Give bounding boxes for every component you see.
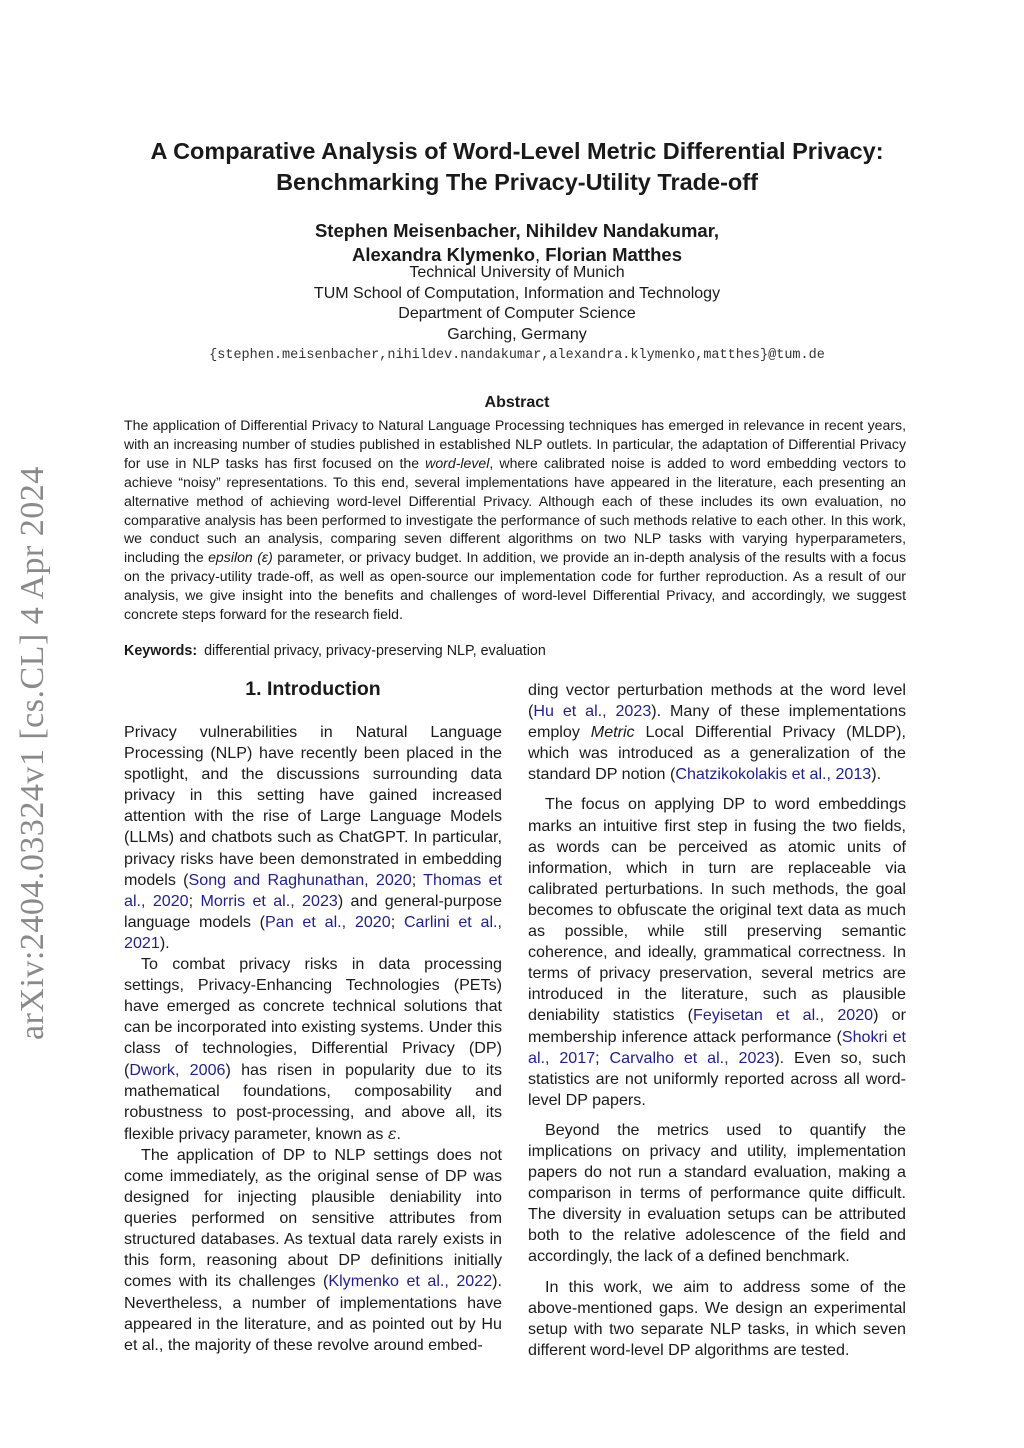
text: ) has risen in popularity due to its mathematical foundations, composability and robustness to post-processing, and above all, its flexible privacy parameter, known as: [124, 1060, 502, 1143]
keywords-label: Keywords:: [124, 643, 198, 659]
section-heading-introduction: 1. Introduction: [245, 678, 381, 700]
intro-paragraph-1: Privacy vulnerabilities in Natural Language Processing (NLP) have recently been placed in the spotlight, and the discussions surrounding data privacy in this setting have gained increased attention with the rise of Large Language Models (LLMs) and chatbots such as ChatGPT. In particular, privacy risks have been demonstrated in embedding models (Song and Raghunathan, 2020; Thomas et al., 2020; Morris et al., 2023) and general-purpose language models (Pan et al., 2020; Carlini et al., 2021).: [124, 723, 503, 952]
cite-text: Feyisetan et al.: [693, 1006, 820, 1025]
citation-thomas[interactable]: Thomas et al., 2020: [124, 870, 503, 910]
column-left: [124, 676, 502, 1356]
cite-text: Carlini et al.: [403, 912, 498, 931]
citation-dwork[interactable]: Dwork, 2006: [129, 1060, 226, 1079]
cite-text: Hu et al.: [533, 702, 603, 721]
citation-morris[interactable]: Morris et al., 2023: [200, 891, 338, 910]
citation-carlini[interactable]: Carlini et al., 2021: [124, 912, 502, 952]
emph-metric: Metric: [590, 723, 635, 742]
cite-text: Thomas et al.: [124, 870, 503, 910]
paper-title: [112, 136, 922, 198]
intro-paragraph-5: The focus on applying DP to word embeddings marks an intuitive first step in fusing the two fields, as words can be perceived as atomic units of information, which in turn are replaceable via calibrated perturbations. In such methods, the goal becomes to obfuscate the original text data as much as possible, while still preserving semantic coherence, and ideally, grammatical correctness. In terms of privacy preservation, several metrics are introduced in the literature, such as plausible deniability statistics (Feyisetan et al., 2020) or membership inference attack performance (Shokri et al., 2017; Carvalho et al., 2023). Even so, such statistics are not uniformly reported across all word-level DP papers.: [528, 795, 906, 1109]
intro-paragraph-7: In this work, we aim to address some of the above-mentioned gaps. We design an experimental setup with two separate NLP tasks, in which seven different word-level DP algorithms are tested.: [528, 1277, 906, 1359]
keywords: [124, 643, 906, 659]
title-line-2: Benchmarking The Privacy-Utility Trade-off: [276, 169, 758, 195]
text: The focus on applying DP to word embeddings marks an intuitive first step in fusing the two fields, as words can be perceived as atomic units of information, which in turn are replaceable via calibrated perturbations. In such methods, the goal becomes to obfuscate the original text data as much as possible, while still preserving semantic coherence, and ideally, grammatical correctness. In terms of privacy preservation, several metrics are introduced in the literature, such as plausible deniability statistics (: [528, 795, 906, 1025]
title-line-1: A Comparative Analysis of Word-Level Metric Differential Privacy:: [150, 138, 884, 164]
affiliation: [112, 263, 922, 345]
abstract-text-2: , where calibrated noise is added to word embedding vectors to achieve “noisy” representations. To this end, several implementations have appeared in the literature, each presenting an alternative method of achieving word-level Differential Privacy. Although each of these includes its own evaluation, no comparative analysis has been performed to investigate the performance of such methods relative to each other. In this work, we conduct such an analysis, comparing seven different algorithms on two NLP tasks with varying hyperparameters, including the: [124, 454, 906, 566]
text: ). Even so, such statistics are not uniformly reported across all word-level DP papers.: [528, 1048, 906, 1109]
arxiv-sidebar: arXiv:2404.03324v1 [cs.CL] 4 Apr 2024: [14, 466, 51, 1040]
abstract-text-3: parameter, or privacy budget. In addition, we provide an in-depth analysis of the results with a focus on the privacy-utility trade-off, as well as open-source our implementation code for further reproduction. As a result of our analysis, we give insight into the benefits and challenges of word-level Differential Privacy, and accordingly, we suggest concrete steps forward for the research field.: [124, 549, 906, 623]
authors-line-1: Stephen Meisenbacher, Nihildev Nandakumar,: [314, 220, 720, 241]
text: Privacy vulnerabilities in Natural Language Processing (NLP) have recently been placed in the spotlight, and the discussions surrounding data privacy in this setting have gained increased attention with the rise of Large Language Models (LLMs) and chatbots such as ChatGPT. In particular, privacy risks have been demonstrated in embedding models (: [124, 723, 502, 889]
cite-text: Chatzikokolakis et al.: [675, 765, 827, 784]
cite-year: 2022: [456, 1272, 493, 1291]
citation-klymenko[interactable]: Klymenko et al., 2022: [328, 1272, 493, 1291]
author-separator: ,: [535, 244, 541, 265]
author-matthes: Florian Matthes: [545, 244, 682, 265]
cite-year: 2020: [375, 870, 412, 889]
text: ) and general-purpose language models (: [124, 891, 502, 931]
text: Local Differential Privacy (MLDP), which was introduced as a generalization of the standard DP notion (: [528, 723, 906, 784]
cite-text: Carvalho et al.: [609, 1048, 725, 1067]
keywords-value: differential privacy, privacy-preserving NLP, evaluation: [204, 643, 546, 659]
intro-paragraph-3: [124, 1145, 502, 1356]
citation-shokri[interactable]: Shokri et al., 2017: [528, 1027, 906, 1067]
text: To combat privacy risks in data processing settings, Privacy-Enhancing Technologies (PETs) have emerged as concrete technical solutions that can be incorporated into existing systems. Under this class of technologies, Differential Privacy (DP) (: [124, 955, 502, 1079]
affil-school: TUM School of Computation, Information and Technology: [313, 284, 721, 302]
cite-text: Klymenko et al.: [328, 1272, 445, 1291]
author-list: [112, 219, 922, 267]
citation-pan[interactable]: Pan et al., 2020: [265, 912, 391, 931]
cite-year: 2023: [738, 1048, 775, 1067]
abstract-text-1: The application of Differential Privacy to Natural Language Processing techniques has emerged in relevance in recent years, with an increasing number of studies published in established NLP outlets. In particular, the adaptation of Differential Privacy for use in NLP tasks has first focused on the: [124, 417, 906, 471]
author-klymenko: Alexandra Klymenko: [351, 244, 535, 265]
text: The application of DP to NLP settings does not come immediately, as the original sense of DP was designed for injecting plausible deniability into queries performed on sensitive attributes from structured databases. As textual data rarely exists in this form, reasoning about DP definitions initially comes with its challenges (: [124, 1145, 502, 1291]
cite-year: 2023: [615, 702, 652, 721]
citation-feyisetan[interactable]: Feyisetan et al., 2020: [693, 1006, 874, 1025]
cite-text: Song and Raghunathan: [188, 870, 365, 889]
author-emails: {stephen.meisenbacher,nihildev.nandakumar,alexandra.klymenko,matthes}@tum.de: [209, 348, 825, 363]
abstract-heading: Abstract: [484, 394, 550, 411]
affil-university: Technical University of Munich: [409, 264, 625, 281]
text: .: [396, 1124, 402, 1143]
text: ). Nevertheless, a number of implementations have appeared in the literature, and as pointed out by Hu et al., the majority of these revolve around embed-: [124, 1272, 502, 1354]
cite-text: Shokri et al.: [528, 1027, 906, 1067]
cite-year: 2013: [835, 765, 872, 784]
cite-year: 2017: [559, 1048, 596, 1067]
intro-paragraph-6: Beyond the metrics used to quantify the implications on privacy and utility, implementation papers do not run a standard evaluation, making a comparison in terms of performance quite difficult. The diversity in evaluation setups can be attributed both to the relative adolescence of the field and accordingly, the lack of a defined benchmark.: [528, 1120, 906, 1266]
affil-department: Department of Computer Science: [398, 305, 636, 322]
citation-chatzikokolakis[interactable]: Chatzikokolakis et al., 2013: [675, 765, 872, 784]
citation-song[interactable]: Song and Raghunathan, 2020: [188, 870, 412, 889]
text: ). Many of these implementations employ: [528, 702, 906, 742]
text: ).: [159, 933, 170, 952]
citation-carvalho[interactable]: Carvalho et al., 2023: [609, 1048, 775, 1067]
intro-paragraph-2: [124, 954, 502, 1145]
column-right: [528, 680, 906, 1361]
affil-location: Garching, Germany: [447, 325, 587, 343]
cite-text: Morris et al.: [200, 891, 291, 910]
text: ) or membership inference attack performance (: [528, 1006, 906, 1046]
abstract-body: [124, 416, 906, 624]
cite-year: 2020: [837, 1006, 874, 1025]
cite-text: Pan et al.: [265, 912, 342, 931]
cite-year: 2023: [302, 891, 338, 910]
text: ).: [871, 765, 882, 784]
cite-year: 2020: [354, 912, 391, 931]
citation-hu[interactable]: Hu et al., 2023: [533, 702, 652, 721]
cite-year: 2021: [124, 933, 160, 952]
abstract-emph-epsilon: epsilon (ε): [208, 549, 273, 566]
abstract-emph-word-level: word-level: [425, 454, 490, 471]
intro-paragraph-4: [528, 680, 906, 785]
epsilon-symbol: ε: [387, 1123, 397, 1143]
text: ding vector perturbation methods at the word level (: [528, 681, 906, 721]
cite-year: 2020: [152, 891, 189, 910]
